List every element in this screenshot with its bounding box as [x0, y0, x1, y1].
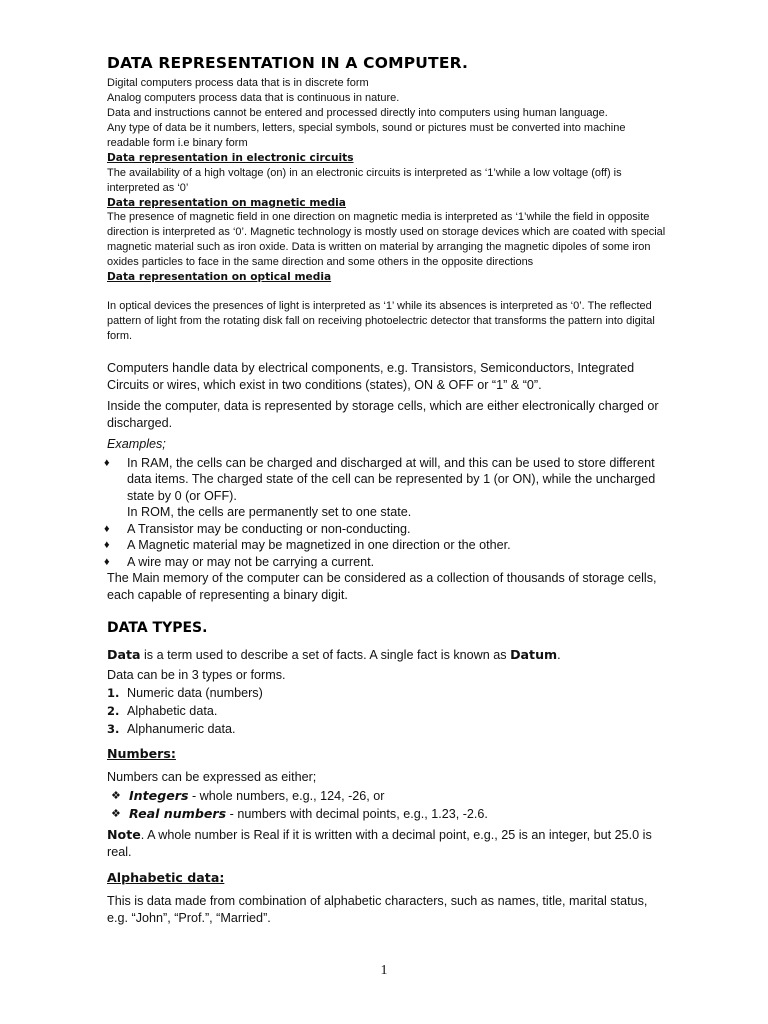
intro-line: Analog computers process data that is continuous in nature. — [107, 92, 400, 104]
diamond-outline-bullet-icon: ❖ — [111, 807, 121, 820]
forms-intro: Data can be in 3 types or forms. — [107, 667, 286, 682]
section-text-electronic: The availability of a high voltage (on) in an electronic circuits is interpreted as ‘1’while a low voltage (off) is interpreted as ‘0’ — [107, 166, 622, 194]
list-item-continuation: In ROM, the cells are permanently set to one state. — [127, 505, 412, 519]
subheading-numbers: Numbers: — [107, 746, 176, 761]
numbers-list — [107, 787, 667, 823]
examples-list — [104, 455, 667, 505]
intro-line: Digital computers process data that is in discrete form — [107, 77, 369, 89]
section-heading-optical: Data representation on optical media — [107, 271, 332, 283]
list-item: 3. Alphanumeric data. — [107, 722, 236, 736]
examples-list — [104, 521, 667, 571]
body-paragraph: Computers handle data by electrical components, e.g. Transistors, Semiconductors, Integrated Circuits or wires, which exist in two conditions (states), ON & OFF or “1” & “0”. — [107, 360, 635, 392]
section-text-magnetic: The presence of magnetic field in one direction on magnetic media is interpreted as ‘1’while the field in opposite direction is interpreted as ‘0’. Magnetic technology is mostly used on storage devices which are coated with special magnetic material such as iron oxide. Data is written on material by arranging the magnetic dipoles of some iron oxides particles to face in the same direction and some others in the opposite directions — [107, 211, 666, 268]
list-item: 2. Alphabetic data. — [107, 704, 218, 718]
document-page — [104, 54, 667, 930]
numbers-intro: Numbers can be expressed as either; — [107, 770, 317, 784]
diamond-bullet-icon: ♦ — [104, 555, 110, 568]
data-types-section — [107, 620, 667, 928]
note-paragraph: Note. A whole number is Real if it is written with a decimal point, e.g., 25 is an integer, but 25.0 is real. — [107, 826, 652, 859]
forms-list — [107, 684, 667, 738]
body-block — [104, 360, 667, 605]
list-item: ♦ A wire may or may not be carrying a current. — [104, 554, 375, 569]
page-title: DATA REPRESENTATION IN A COMPUTER. — [107, 54, 469, 72]
diamond-bullet-icon: ♦ — [104, 539, 110, 551]
page-number: 1 — [380, 963, 388, 978]
diamond-bullet-icon: ♦ — [104, 522, 110, 535]
section-title-data-types: DATA TYPES. — [107, 620, 208, 636]
body-paragraph: Inside the computer, data is represented by storage cells, which are either electronically charged or discharged. — [107, 398, 659, 430]
section-text-optical: In optical devices the presences of light is interpreted as ‘1’ while its absences is interpreted as ‘0’. The reflected pattern of light from the rotating disk fall on receiving photoelectric detector that transforms the pattern into digital form. — [107, 299, 655, 342]
list-item: ♦ In RAM, the cells can be charged and discharged at will, and this can be used to store different data items. The charged state of the cell can be represented by 1 (or ON), while the uncharged state by 0 (or OFF). — [104, 455, 656, 503]
list-item: ♦ A Magnetic material may be magnetized in one direction or the other. — [104, 538, 511, 552]
definition-paragraph: Data is a term used to describe a set of facts. A single fact is known as Datum. — [107, 647, 561, 662]
list-item: ❖ Integers - whole numbers, e.g., 124, -26, or — [111, 787, 385, 803]
list-item: ♦ A Transistor may be conducting or non-conducting. — [104, 521, 411, 536]
intro-line: Any type of data be it numbers, letters, special symbols, sound or pictures must be converted into machine readable form i.e binary form — [107, 122, 626, 149]
diamond-outline-bullet-icon: ❖ — [111, 789, 121, 802]
intro-line: Data and instructions cannot be entered and processed directly into computers using human language. — [107, 107, 608, 119]
section-heading-electronic: Data representation in electronic circuits — [107, 152, 354, 164]
list-item: ❖ Real numbers - numbers with decimal points, e.g., 1.23, -2.6. — [111, 805, 488, 821]
section-heading-magnetic: Data representation on magnetic media — [107, 196, 346, 209]
subheading-alphabetic: Alphabetic data: — [107, 869, 225, 885]
body-paragraph: The Main memory of the computer can be considered as a collection of thousands of storage cells, each capable of representing a binary digit. — [107, 571, 657, 602]
alphabetic-paragraph: This is data made from combination of alphabetic characters, such as names, title, marital status, e.g. “John”, “Prof.”, “Married”. — [107, 893, 648, 925]
list-item: 1. Numeric data (numbers) — [107, 686, 263, 700]
examples-label: Examples; — [107, 436, 166, 451]
diamond-bullet-icon: ♦ — [104, 456, 110, 469]
intro-block — [107, 76, 667, 344]
